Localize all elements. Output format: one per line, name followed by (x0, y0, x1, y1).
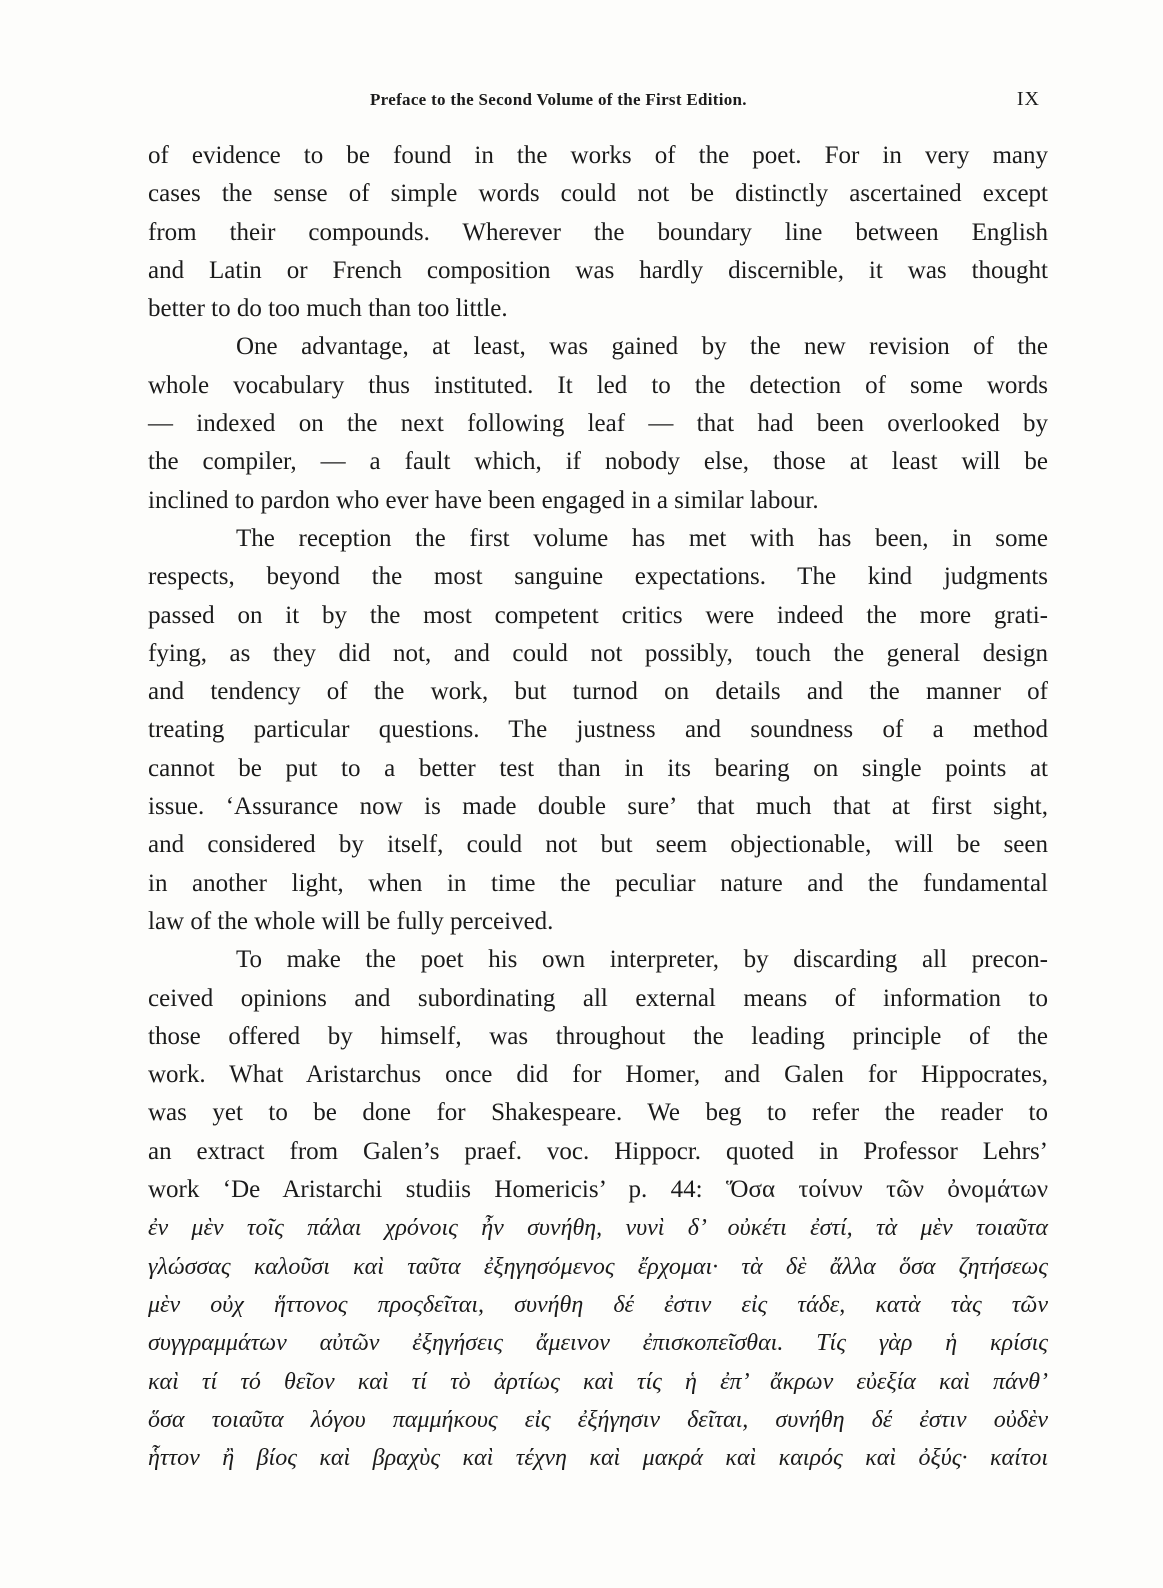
body-text (148, 137, 1048, 1477)
running-head (148, 88, 1048, 116)
greek-line: συγγραμμάτων αὐτῶν ἐξηγήσεις ἄμεινον ἐπισκοπεῖσθαι. Τίς γὰρ ἡ κρίσις (148, 1330, 1048, 1357)
text-line: better to do too much than too little. (148, 295, 508, 323)
running-title: Preface to the Second Volume of the First Edition. (370, 90, 747, 109)
text-line: and Latin or French composition was hardly discernible, it was thought (148, 256, 1048, 284)
text-line: an extract from Galen’s praef. voc. Hippocr. quoted in Professor Lehrs’ (148, 1137, 1048, 1165)
text-line: law of the whole will be fully perceived. (148, 907, 554, 935)
text-line: fying, as they did not, and could not possibly, touch the general design (148, 639, 1048, 667)
text-line: One advantage, at least, was gained by the new revision of the (236, 333, 1048, 361)
text-line: whole vocabulary thus instituted. It led to the detection of some words (148, 371, 1048, 399)
page-number: IX (1016, 88, 1040, 110)
greek-line: ἧττον ἢ βίος καὶ βραχὺς καὶ τέχνη καὶ μακρά καὶ καιρός καὶ ὀξύς· καίτοι (148, 1445, 1048, 1472)
text-line: from their compounds. Wherever the boundary line between English (148, 218, 1048, 246)
greek-line: γλώσσας καλοῦσι καὶ ταῦτα ἐξηγησόμενος ἔρχομαι· τὰ δὲ ἄλλα ὅσα ζητήσεως (148, 1253, 1048, 1280)
greek-line: ἐν μὲν τοῖς πάλαι χρόνοις ἦν συνήθη, νυνὶ δ’ οὐκέτι ἐστί, τὰ μὲν τοιαῦτα (148, 1215, 1048, 1242)
text-line: and considered by itself, could not but seem objectionable, will be seen (148, 831, 1048, 859)
text-line: The reception the first volume has met with has been, in some (236, 524, 1048, 552)
text-line: cases the sense of simple words could not be distinctly ascertained except (148, 180, 1048, 208)
text-line: issue. ‘Assurance now is made double sure’ that much that at first sight, (148, 793, 1048, 821)
greek-line: καὶ τί τό θεῖον καὶ τί τὸ ἀρτίως καὶ τίς ἡ ἐπ’ ἄκρων εὐεξία καὶ πάνθ’ (148, 1368, 1048, 1395)
text-line: the compiler, — a fault which, if nobody else, those at least will be (148, 448, 1048, 476)
text-line: work. What Aristarchus once did for Homer, and Galen for Hippocrates, (148, 1061, 1048, 1089)
text-line: work ‘De Aristarchi studiis Homericis’ p. 44: Ὅσα τοίνυν τῶν ὀνομάτων (148, 1176, 1048, 1204)
text-line: treating particular questions. The justness and soundness of a method (148, 716, 1048, 744)
greek-line: ὅσα τοιαῦτα λόγου παμμήκους εἰς ἐξήγησιν δεῖται, συνήθη δέ ἐστιν οὐδὲν (148, 1406, 1048, 1433)
text-line: respects, beyond the most sanguine expectations. The kind judgments (148, 563, 1048, 591)
text-line: inclined to pardon who ever have been engaged in a similar labour. (148, 486, 819, 514)
text-line: passed on it by the most competent critics were indeed the more grati- (148, 601, 1048, 629)
text-line: of evidence to be found in the works of the poet. For in very many (148, 142, 1048, 169)
text-line: To make the poet his own interpreter, by discarding all precon- (236, 946, 1048, 974)
text-line: cannot be put to a better test than in its bearing on single points at (148, 754, 1048, 782)
text-line: those offered by himself, was throughout the leading principle of the (148, 1022, 1048, 1050)
text-line: ceived opinions and subordinating all external means of information to (148, 984, 1048, 1012)
greek-line: μὲν οὐχ ἥττονος προςδεῖται, συνήθη δέ ἐστιν εἰς τάδε, κατὰ τὰς τῶν (148, 1291, 1048, 1318)
text-line: in another light, when in time the peculiar nature and the fundamental (148, 869, 1048, 897)
text-line: was yet to be done for Shakespeare. We beg to refer the reader to (148, 1099, 1048, 1127)
text-line: — indexed on the next following leaf — that had been overlooked by (148, 410, 1048, 438)
text-line: and tendency of the work, but turnod on details and the manner of (148, 678, 1048, 706)
